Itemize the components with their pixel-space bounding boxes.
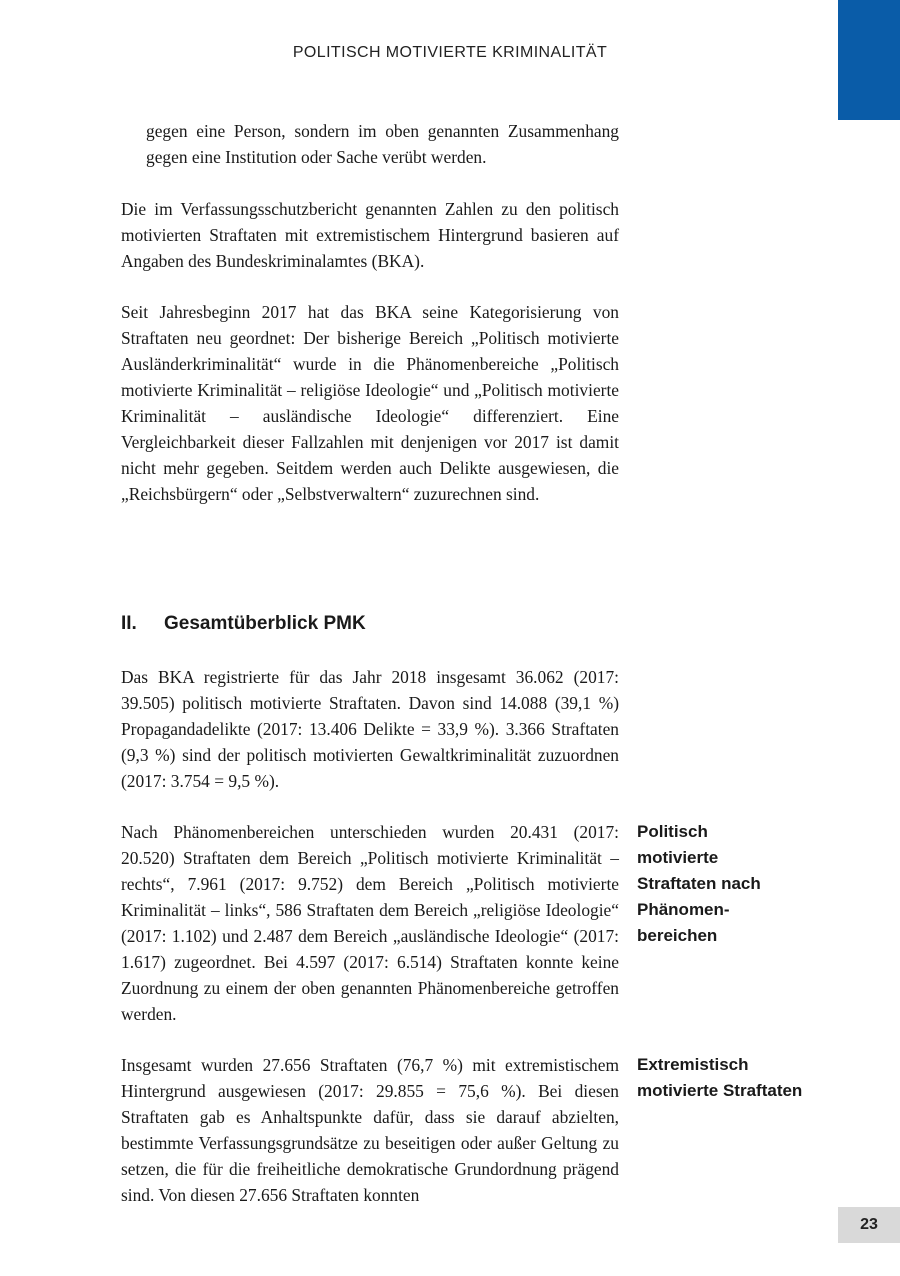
- paragraph-phenomenon-areas: Nach Phänomenbereichen unterschieden wurden 20.431 (2017: 20.520) Straftaten dem Bereich „Politisch motivierte Kriminalität – rechts“, 7.961 (2017: 9.752) dem Bereich „Politisch motivierte Kriminalität – links“, 586 Straftaten dem Bereich „religiöse Ideologie“ (2017: 1.102) und 2.487 dem Bereich „ausländische Ideologie“ (2017: 1.617) zugeordnet. Bei 4.597 (2017: 6.514) Straftaten konnte keine Zuordnung zu einem der oben genannten Phänomenbereiche getroffen werden.: [121, 822, 619, 1024]
- paragraph-bka-source: Die im Verfassungsschutzbericht genannten Zahlen zu den politisch motivierten Straftaten mit extremistischem Hintergrund basieren auf Angaben des Bundeskriminalamtes (BKA).: [121, 199, 619, 271]
- paragraph-overview-figures: Das BKA registrierte für das Jahr 2018 insgesamt 36.062 (2017: 39.505) politisch motivierte Straftaten. Davon sind 14.088 (39,1 %) Propagandadelikte (2017: 13.406 Delikte = 33,9 %). 3.366 Straftaten (9,3 %) sind der politisch motivierten Gewaltkriminalität zuzuordnen (2017: 3.754 = 9,5 %).: [121, 667, 619, 791]
- section-number: II.: [121, 613, 137, 634]
- section-title: Gesamtüberblick PMK: [164, 613, 366, 634]
- margin-note-extremist-offenses: Extremistisch motivierte Straftaten: [637, 1055, 803, 1100]
- page-number: 23: [838, 1207, 900, 1243]
- paragraph-continuation: gegen eine Person, sondern im oben genannten Zusammenhang gegen eine Institution oder Sache verübt werden.: [146, 121, 619, 167]
- running-header: POLITISCH MOTIVIERTE KRIMINALITÄT: [292, 44, 608, 61]
- paragraph-extremist-offenses: Insgesamt wurden 27.656 Straftaten (76,7 %) mit extremistischem Hintergrund ausgewiesen (2017: 29.855 = 75,6 %). Bei diesen Straftaten gab es Anhaltspunkte dafür, dass sie darauf abzielten, bestimmte Verfassungsgrundsätze zu beseitigen oder außer Geltung zu setzen, die für die freiheitliche demokratische Grundordnung prägend sind. Von diesen 27.656 Straftaten konnten: [121, 1055, 619, 1205]
- margin-note-phenomenon-areas: Politisch motivierte Straftaten nach Phänomenbereichen: [637, 822, 761, 945]
- paragraph-categorization: Seit Jahresbeginn 2017 hat das BKA seine Kategorisierung von Straftaten neu geordnet: Der bisherige Bereich „Politisch motivierte Ausländerkriminalität“ wurde in die Phänomenbereiche „Politisch motivierte Kriminalität – religiöse Ideologie“ und „Politisch motivierte Kriminalität – ausländische Ideologie“ differenziert. Eine Vergleichbarkeit dieser Fallzahlen mit denjenigen vor 2017 ist damit nicht mehr gegeben. Seitdem werden auch Delikte ausgewiesen, die „Reichsbürgern“ oder „Selbstverwaltern“ zuzurechnen sind.: [121, 302, 619, 504]
- section-heading: [121, 610, 366, 638]
